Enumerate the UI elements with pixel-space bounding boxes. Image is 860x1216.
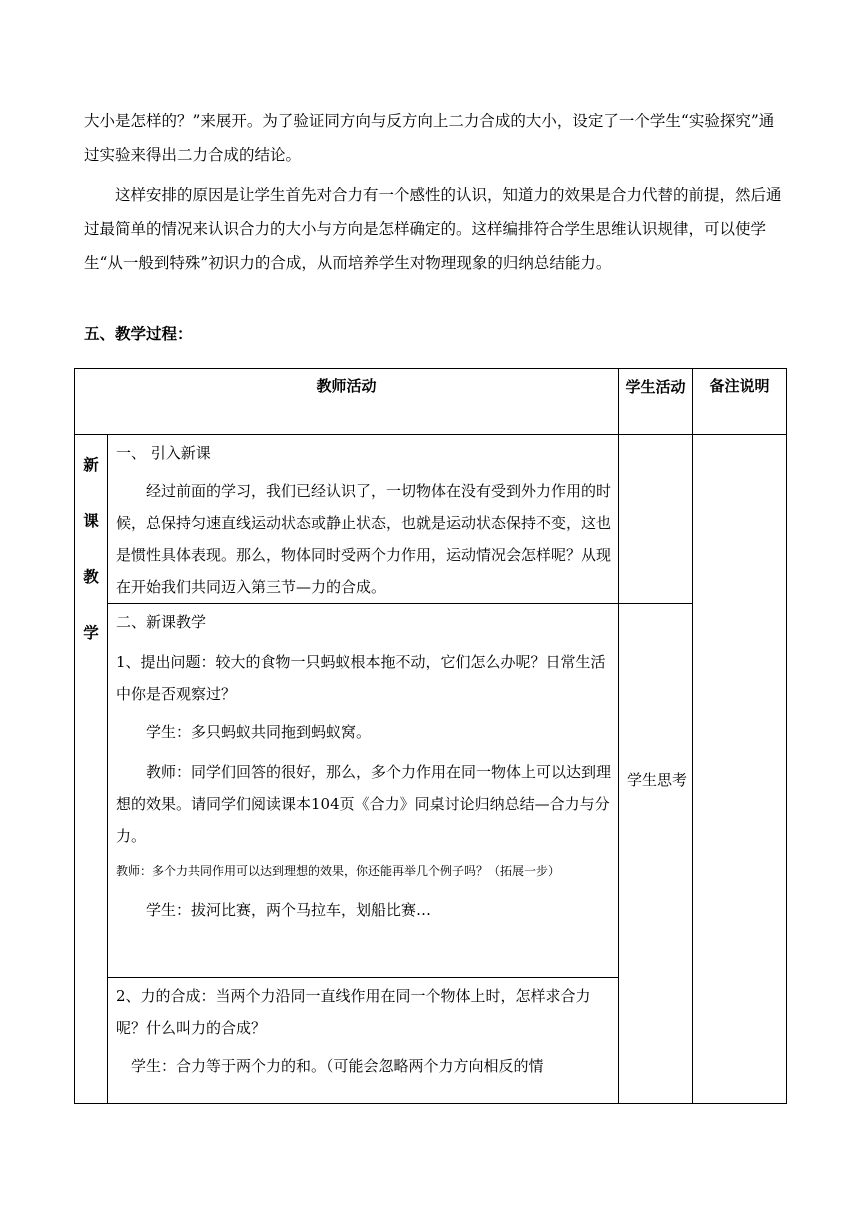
- intro-cell: [108, 435, 619, 604]
- notes-cell: [693, 435, 787, 1104]
- side-char: 教: [83, 568, 99, 586]
- paragraph-2: 这样安排的原因是让学生首先对合力有一个感性的认识，知道力的效果是合力代替的前提，然后通过最简单的情况来认识合力的大小与方向是怎样确定的。这样编排符合学生思维认识规律，可以使学生“从一般到特殊”初识力的合成，从而培养学生对物理现象的归纳总结能力。: [84, 186, 782, 272]
- paragraph-1: 大小是怎样的？”来展开。为了验证同方向与反方向上二力合成的大小，设定了一个学生“实验探究”通过实验来得出二力合成的结论。: [84, 112, 775, 164]
- header-teacher-activity: 教师活动: [75, 369, 619, 435]
- header-student-activity: 学生活动: [619, 369, 693, 435]
- intro-body: 经过前面的学习，我们已经认识了，一切物体在没有受到外力作用的时候，总保持匀速直线运动状态或静止状态，也就是运动状态保持不变，这也是惯性具体表现。那么，物体同时受两个力作用，运动情况会怎样呢？从现在开始我们共同迈入第三节—力的合成。: [116, 482, 612, 596]
- question-1: 1、提出问题：较大的食物一只蚂蚁根本拖不动，它们怎么办呢？日常生活中你是否观察过？: [116, 653, 606, 703]
- teacher-remark-1: 教师：同学们回答的很好，那么，多个力作用在同一物体上可以达到理想的效果。请同学们阅读课本104页《合力》同桌讨论归纳总结—合力与分力。: [116, 763, 612, 845]
- new-lesson-title: 二、新课教学: [116, 613, 207, 631]
- composition-cell: [108, 978, 619, 1104]
- teaching-process-table: [74, 368, 787, 1104]
- question-2: 2、力的合成：当两个力沿同一直线作用在同一个物体上时，怎样求合力呢？什么叫力的合成？: [116, 987, 591, 1037]
- section-heading: 五、教学过程：: [84, 325, 193, 343]
- header-notes: 备注说明: [693, 369, 787, 435]
- student-answer-2: 学生：拔河比赛，两个马拉车，划船比赛…: [146, 901, 432, 919]
- table-row-new-lesson: [75, 604, 787, 978]
- student-activity-think: 学生思考: [619, 604, 693, 1104]
- intro-title: 一、 引入新课: [116, 444, 211, 462]
- side-label: [75, 435, 108, 1104]
- student-answer-1: 学生：多只蚂蚁共同拖到蚂蚁窝。: [146, 723, 372, 741]
- new-lesson-cell: [108, 604, 619, 978]
- table-row-intro: [75, 435, 787, 604]
- table-header-row: [75, 369, 787, 435]
- side-char: 学: [83, 624, 99, 642]
- teacher-remark-2: 教师：多个力共同作用可以达到理想的效果，你还能再举几个例子吗？（拓展一步）: [116, 864, 561, 878]
- student-activity-cell-1: [619, 435, 693, 604]
- side-char: 课: [83, 512, 99, 530]
- student-answer-3: 学生：合力等于两个力的和。（可能会忽略两个力方向相反的情: [131, 1057, 544, 1075]
- side-char: 新: [83, 456, 99, 474]
